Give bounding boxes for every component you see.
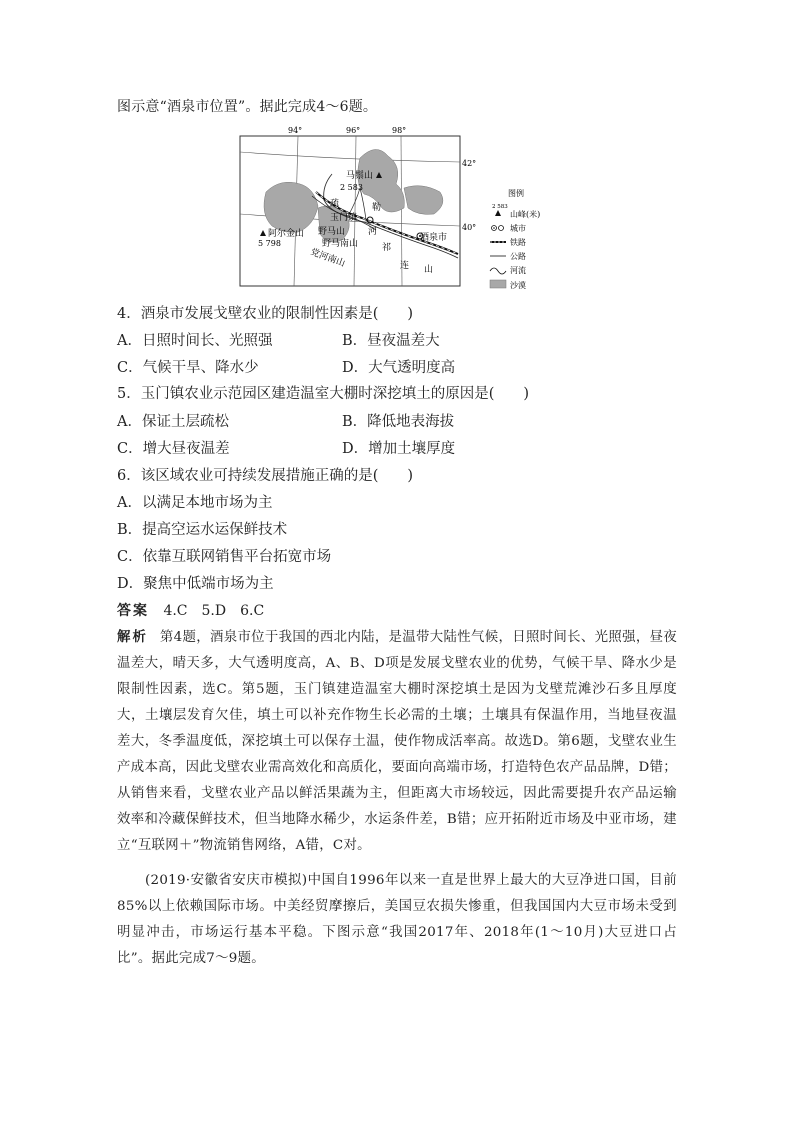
analysis-paragraph xyxy=(117,624,677,859)
question-4: 4．酒泉市发展戈壁农业的限制性因素是( ) xyxy=(117,306,414,322)
question-5: 5．玉门镇农业示范园区建造温室大棚时深挖填土的原因是( ) xyxy=(117,386,530,402)
question-6: 6．该区域农业可持续发展措施正确的是( ) xyxy=(117,468,414,484)
place-yema-nanshan: 野马南山 xyxy=(322,239,359,249)
q6-option-b: B．提高空运水运保鲜技术 xyxy=(117,522,288,538)
intro-text: 图示意“酒泉市位置”。据此完成4～6题。 xyxy=(117,99,378,115)
legend-peak-sample: 2 583 xyxy=(492,204,508,210)
map-legend xyxy=(490,188,540,290)
answer-text: 4.C 5.D 6.C xyxy=(163,603,265,619)
lat-label-40: 40° xyxy=(462,223,477,232)
analysis-label: 解析 xyxy=(117,629,148,645)
lon-label-98: 98° xyxy=(392,126,407,135)
place-mazong-mountain: 马鬃山 xyxy=(346,171,374,181)
lon-label-94: 94° xyxy=(288,126,303,135)
legend-title: 图例 xyxy=(508,189,524,198)
q4-option-c: C．气候干旱、降水少 xyxy=(117,360,259,376)
legend-highway: 公路 xyxy=(510,252,526,261)
place-qi: 祁 xyxy=(382,243,392,253)
place-yema-mountain: 野马山 xyxy=(318,227,346,237)
place-le: 勒 xyxy=(372,203,382,213)
lon-label-96: 96° xyxy=(346,126,361,135)
q5-option-b: B．降低地表海拔 xyxy=(342,414,455,430)
q4-option-d: D．大气透明度高 xyxy=(342,360,456,376)
place-jiuquan-city: 酒泉市 xyxy=(420,233,448,243)
q4-option-b: B．昼夜温差大 xyxy=(342,333,440,349)
jiuquan-location-map xyxy=(236,122,576,292)
q5-option-a: A．保证土层疏松 xyxy=(117,414,229,430)
q6-option-a: A．以满足本地市场为主 xyxy=(117,495,273,511)
answer-line xyxy=(117,600,264,620)
legend-desert: 沙漠 xyxy=(510,281,526,290)
place-shu: 疏 xyxy=(330,199,340,209)
legend-river-icon xyxy=(490,268,506,274)
legend-river: 河流 xyxy=(510,266,526,275)
q6-option-c: C．依靠互联网销售平台拓宽市场 xyxy=(117,549,332,565)
place-aerjin-elev: 5 798 xyxy=(258,239,281,248)
legend-peak-icon xyxy=(495,210,501,216)
place-he: 河 xyxy=(368,227,378,237)
lat-label-42: 42° xyxy=(462,159,477,168)
legend-peak: 山峰(米) xyxy=(510,210,541,219)
legend-city: 城市 xyxy=(510,224,526,233)
q5-option-d: D．增加土壤厚度 xyxy=(342,441,456,457)
q6-option-d: D．聚焦中低端市场为主 xyxy=(117,576,274,592)
analysis-text: 第4题，酒泉市位于我国的西北内陆，是温带大陆性气候，日照时间长、光照强，昼夜温差大，晴天多，大气透明度高，A、B、D项是发展戈壁农业的优势，气候干旱、降水少是限制性因素，选C。第5题，玉门镇建造温室大棚时深挖填土是因为戈壁荒滩沙石多且厚度大，土壤层发育欠佳，填土可以补充作物生长必需的土壤；土壤具有保温作用，当地昼夜温差大，冬季温度低，深挖填土可以保存土温，使作物成活率高。故选D。第6题，戈壁农业生产成本高，因此戈壁农业需高效化和高质化，要面向高端市场，打造特色农产品品牌，D错；从销售来看，戈壁农业产品以鲜活果蔬为主，但距离大市场较远，因此需要提升农产品运输效率和冷藏保鲜技术，但当地降水稀少，水运条件差，B错；应开拓附近市场及中亚市场，建立“互联网＋”物流销售网络，A错，C对。 xyxy=(117,630,678,853)
place-lian: 连 xyxy=(400,261,410,271)
q5-option-c: C．增大昼夜温差 xyxy=(117,441,230,457)
next-passage-paragraph: (2019·安徽省安庆市模拟)中国自1996年以来一直是世界上最大的大豆净进口国，目前85%以上依赖国际市场。中美经贸摩擦后，美国豆农损失惨重，但我国国内大豆市场未受到明显冲击，市场运行基本平稳。下图示意“我国2017年、2018年(1～10月)大豆进口占比”。据此完成7～9题。 xyxy=(117,873,677,966)
place-yumen-town: 玉门镇 xyxy=(330,213,358,223)
legend-railway: 铁路 xyxy=(510,238,526,247)
place-aerjin-mountain: 阿尔金山 xyxy=(268,229,305,239)
place-mazong-elev: 2 583 xyxy=(340,183,363,192)
q4-option-a: A．日照时间长、光照强 xyxy=(117,333,273,349)
place-danghe-nanshan: 党河南山 xyxy=(308,247,347,270)
answer-label: 答案 xyxy=(117,603,149,619)
legend-desert-icon xyxy=(490,280,506,288)
place-shan: 山 xyxy=(424,265,434,275)
